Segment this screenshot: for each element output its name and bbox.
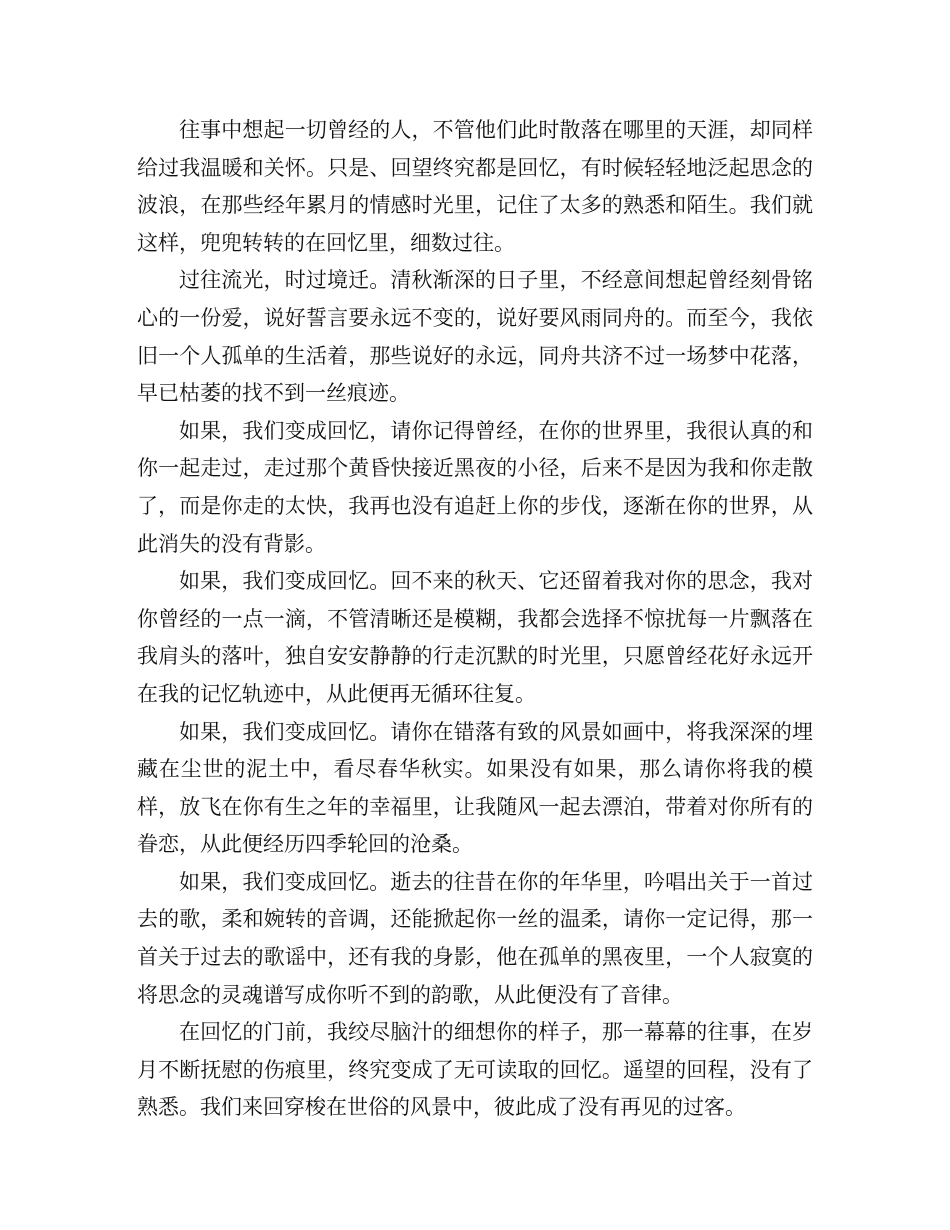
- paragraph-2: 过往流光，时过境迁。清秋渐深的日子里，不经意间想起曾经刻骨铭心的一份爱，说好誓言要永远不变的，说好要风雨同舟的。而至今，我依旧一个人孤单的生活着，那些说好的永远，同舟共济不过一场梦中花落，早已枯萎的找不到一丝痕迹。: [137, 268, 813, 406]
- paragraph-4: 如果，我们变成回忆。回不来的秋天、它还留着我对你的思念，我对你曾经的一点一滴，不管清晰还是模糊，我都会选择不惊扰每一片飘落在我肩头的落叶，独自安安静静的行走沉默的时光里，只愿曾经花好永远开在我的记忆轨迹中，从此便再无循环往复。: [137, 569, 813, 706]
- document-page: [137, 112, 813, 1127]
- paragraph-1: 往事中想起一切曾经的人，不管他们此时散落在哪里的天涯，却同样给过我温暖和关怀。只是、回望终究都是回忆，有时候轻轻地泛起思念的波浪，在那些经年累月的情感时光里，记住了太多的熟悉和陌生。我们就这样，兜兜转转的在回忆里，细数过往。: [137, 118, 813, 255]
- paragraph-6: 如果，我们变成回忆。逝去的往昔在你的年华里，吟唱出关于一首过去的歌，柔和婉转的音调，还能掀起你一丝的温柔，请你一定记得，那一首关于过去的歌谣中，还有我的身影，他在孤单的黑夜里，一个人寂寞的将思念的灵魂谱写成你听不到的韵歌，从此便没有了音律。: [137, 869, 813, 1007]
- paragraph-7: 在回忆的门前，我绞尽脑汁的细想你的样子，那一幕幕的往事，在岁月不断抚慰的伤痕里，终究变成了无可读取的回忆。遥望的回程，没有了熟悉。我们来回穿梭在世俗的风景中，彼此成了没有再见的过客。: [137, 1020, 813, 1120]
- paragraph-3: 如果，我们变成回忆，请你记得曾经，在你的世界里，我很认真的和你一起走过，走过那个黄昏快接近黑夜的小径，后来不是因为我和你走散了，而是你走的太快，我再也没有追赶上你的步伐，逐渐在你的世界，从此消失的没有背影。: [137, 418, 813, 556]
- paragraph-5: 如果，我们变成回忆。请你在错落有致的风景如画中，将我深深的埋藏在尘世的泥土中，看尽春华秋实。如果没有如果，那么请你将我的模样，放飞在你有生之年的幸福里，让我随风一起去漂泊，带着对你所有的眷恋，从此便经历四季轮回的沧桑。: [137, 719, 813, 857]
